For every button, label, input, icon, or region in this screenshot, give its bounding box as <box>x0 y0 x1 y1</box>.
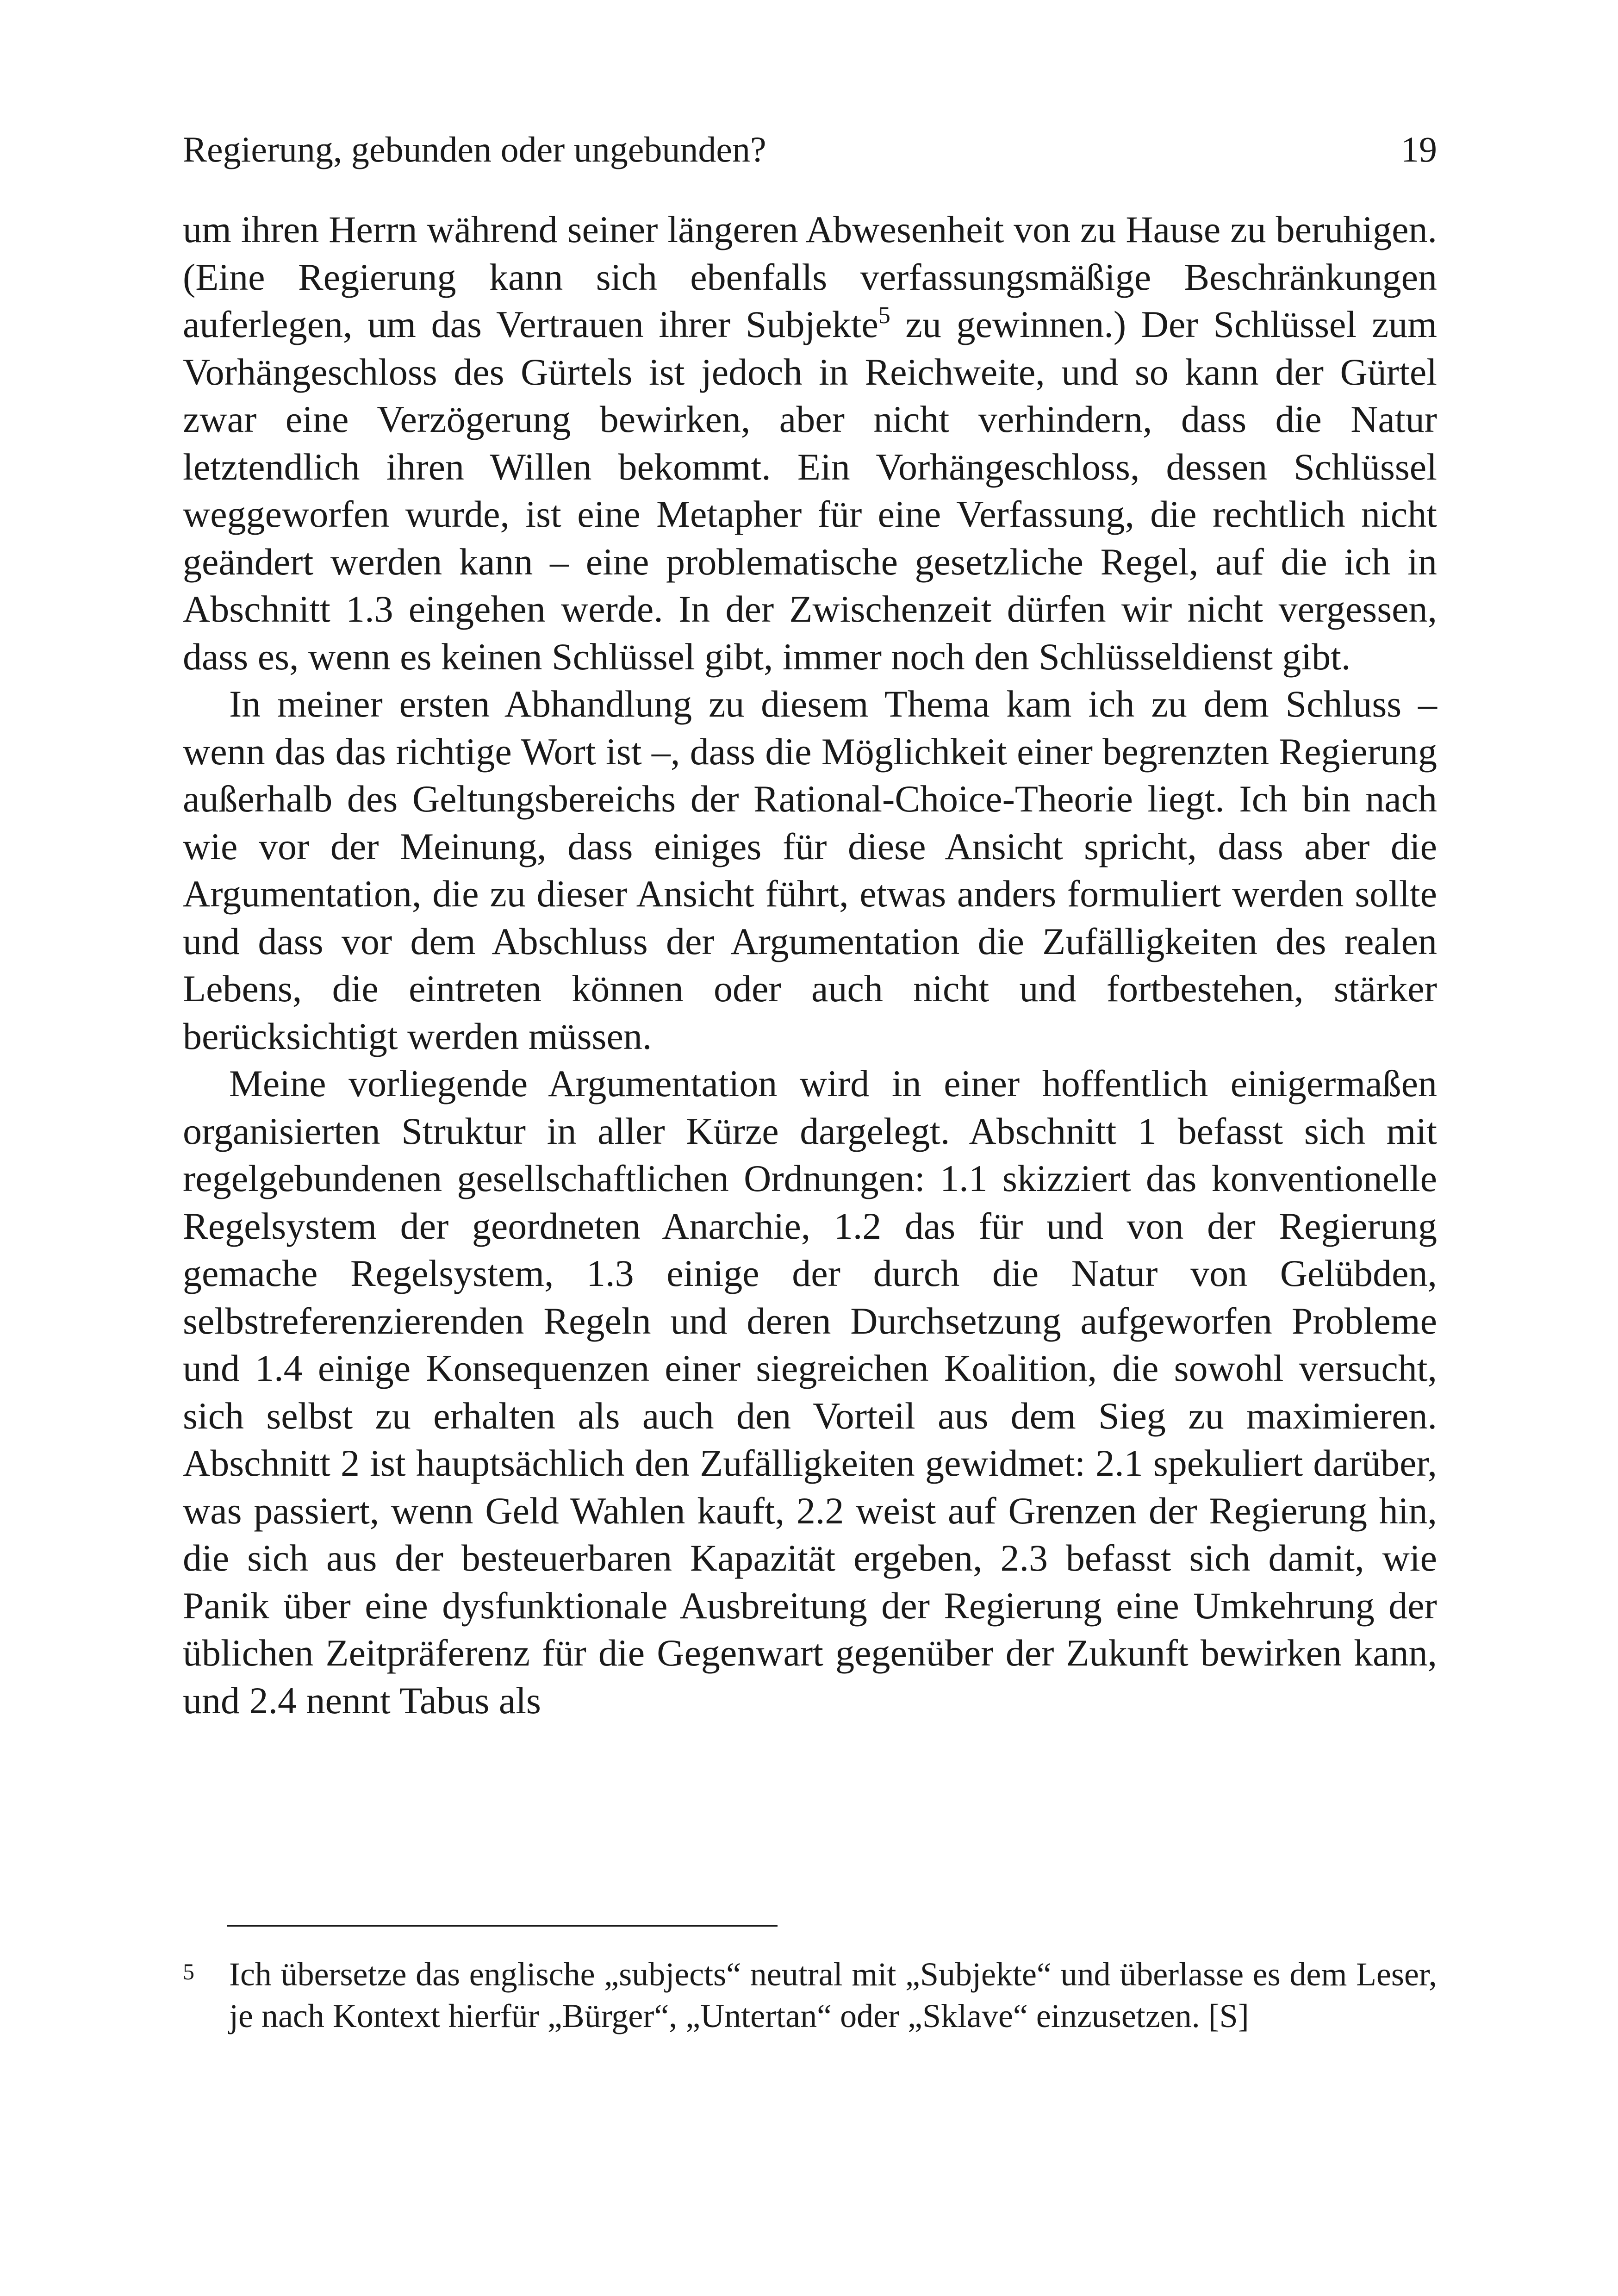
paragraph-3: Meine vorliegende Argumentation wird in einer hoffentlich einigermaßen organisierten Struktur in aller Kürze dargelegt. Abschnitt 1 befasst sich mit regelgebundenen gesellschaftlichen Ordnungen: 1.1 skizziert das konventionelle Regelsystem der geordneten Anarchie, 1.2 das für und von der Regierung gemache Regelsystem, 1.3 einige der durch die Natur von Gelübden, selbstreferenzierenden Regeln und deren Durchsetzung aufgeworfen Probleme und 1.4 einige Konsequenzen einer siegreichen Koalition, die sowohl versucht, sich selbst zu erhalten als auch den Vorteil aus dem Sieg zu maximieren. Abschnitt 2 ist hauptsächlich den Zufälligkeiten gewidmet: 2.1 spekuliert darüber, was passiert, wenn Geld Wahlen kauft, 2.2 weist auf Grenzen der Regierung hin, die sich aus der besteuerbaren Kapazität ergeben, 2.3 befasst sich damit, wie Panik über eine dysfunktionale Ausbreitung der Regierung eine Umkehrung der üblichen Zeitpräferenz für die Gegenwart gegenüber der Zukunft bewirken kann, und 2.4 nennt Tabus als <box>183 1062 1437 1722</box>
footnote-number: 5 <box>183 1959 194 1984</box>
footnote-marker: 5 <box>878 302 890 329</box>
footnote <box>183 1953 1437 2037</box>
body-text <box>183 206 1437 1724</box>
running-head-title: Regierung, gebunden oder ungebunden? <box>183 129 766 169</box>
paragraph-1-text-end: zu gewinnen.) Der Schlüssel zum Vorhängeschloss des Gürtels ist jedoch in Reichweite, und so kann der Gürtel zwar eine Verzögerung bewirken, aber nicht verhindern, dass die Natur letztendlich ihren Willen bekommt. Ein Vorhängeschloss, dessen Schlüssel weggeworfen wurde, ist eine Metapher für eine Verfassung, die rechtlich nicht geändert werden kann – eine problematische gesetzliche Regel, auf die ich in Abschnitt 1.3 eingehen werde. In der Zwischenzeit dürfen wir nicht vergessen, dass es, wenn es keinen Schlüssel gibt, immer noch den Schlüsseldienst gibt. <box>183 303 1438 678</box>
paragraph-1 <box>183 206 1437 680</box>
page-number: 19 <box>1401 129 1437 169</box>
footnote-divider <box>227 1925 778 1927</box>
paragraph-1-text-start: um ihren Herrn während seiner längeren Abwesenheit von zu Hause zu beruhigen. (Eine Regierung kann sich ebenfalls verfassungsmäßige Beschränkungen auferlegen, um das Vertrauen ihrer Subjekte <box>183 208 1437 345</box>
running-head <box>183 124 1437 175</box>
footnote-text: Ich übersetze das englische „subjects“ neutral mit „Subjekte“ und überlasse es dem Leser, je nach Kontext hierfür „Bürger“, „Untertan“ oder „Sklave“ einzusetzen. [S] <box>229 1956 1437 2034</box>
paragraph-2: In meiner ersten Abhandlung zu diesem Thema kam ich zu dem Schluss – wenn das das richtige Wort ist –, dass die Möglichkeit einer begrenzten Regierung außerhalb des Geltungsbereichs der Rational-Choice-Theorie liegt. Ich bin nach wie vor der Meinung, dass einiges für diese Ansicht spricht, dass aber die Argumentation, die zu dieser Ansicht führt, etwas anders formuliert werden sollte und dass vor dem Abschluss der Argumentation die Zufälligkeiten des realen Lebens, die eintreten können oder auch nicht und fortbestehen, stärker berücksichtigt werden müssen. <box>183 683 1437 1057</box>
